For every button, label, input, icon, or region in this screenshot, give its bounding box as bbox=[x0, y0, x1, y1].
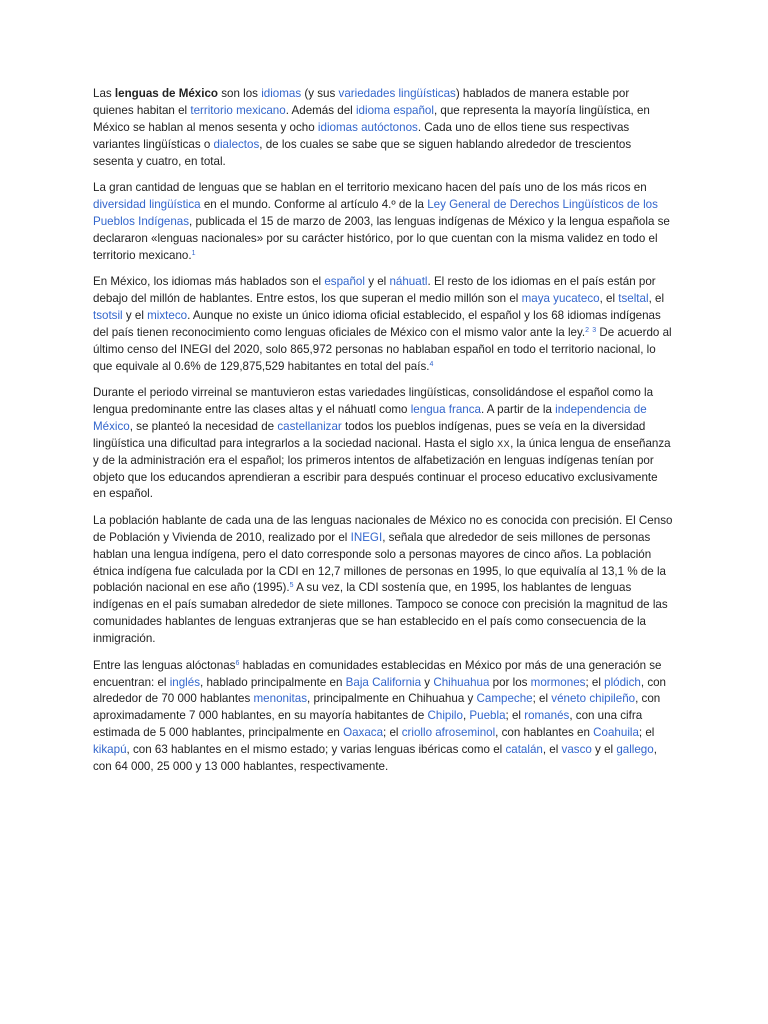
text: ; el bbox=[383, 726, 402, 740]
text: , con aproximadamente 7 000 hablantes, en su mayoría habitantes de bbox=[93, 692, 661, 723]
text: En México, los idiomas más hablados son el bbox=[93, 275, 325, 289]
text: ; el bbox=[585, 675, 605, 689]
link-menonitas[interactable]: menonitas bbox=[253, 692, 308, 706]
article-body bbox=[93, 86, 673, 785]
link-romanes[interactable]: romanés bbox=[524, 709, 570, 723]
link-tsotsil[interactable]: tsotsil bbox=[93, 308, 123, 322]
link-mormones[interactable]: mormones bbox=[530, 675, 586, 689]
link-oaxaca[interactable]: Oaxaca bbox=[343, 726, 384, 740]
text: ; el bbox=[505, 709, 525, 723]
paragraph-idiomas-hablados bbox=[93, 274, 673, 375]
link-inegi[interactable]: INEGI bbox=[350, 530, 383, 544]
link-independencia-de-mexico[interactable]: independencia de México bbox=[93, 402, 647, 433]
text: , con 64 000, 25 000 y 13 000 hablantes, respectivamente. bbox=[93, 743, 657, 774]
text: habladas en comunidades establecidas en México por más de una generación se encuentran: el bbox=[93, 658, 662, 689]
text: , hablado principalmente en bbox=[200, 675, 346, 689]
text: en el mundo. Conforme al artículo 4.º de la bbox=[200, 197, 428, 211]
link-veneto-chipileno[interactable]: véneto chipileño bbox=[551, 692, 636, 706]
footnote-ref[interactable]: 6 bbox=[235, 659, 240, 667]
text: , con hablantes en bbox=[495, 726, 594, 740]
text: Las bbox=[93, 87, 115, 100]
text: , el bbox=[542, 743, 562, 757]
text: , publicada el 15 de marzo de 2003, las lenguas indígenas de México y la lengua española se declararon «lenguas nacionales» por su carácter histórico, por lo que cuentan con la misma validez en todo el territorio mexicano. bbox=[93, 214, 670, 262]
link-diversidad-linguistica[interactable]: diversidad lingüística bbox=[93, 197, 201, 211]
footnote-ref[interactable]: 5 bbox=[289, 582, 294, 590]
link-vasco[interactable]: vasco bbox=[561, 743, 592, 757]
link-puebla[interactable]: Puebla bbox=[469, 709, 506, 723]
text: , señala que alrededor de seis millones de personas hablan una lengua indígena, pero el dato corresponde solo a personas mayores de cinco años. La población étnica indígena fue calculada por la CDI en 12,7 millones de personas en 1995, lo que equivalía al 13,1 % de la población nacional en ese año (1995). bbox=[93, 530, 666, 595]
link-gallego[interactable]: gallego bbox=[616, 743, 654, 757]
link-catalan[interactable]: catalán bbox=[505, 743, 543, 757]
text: todos los pueblos indígenas, pues se veía en la diversidad lingüística una dificultad para integrarlos a la sociedad nacional. Hasta el siglo bbox=[93, 419, 646, 450]
text: , el bbox=[648, 291, 665, 305]
link-campeche[interactable]: Campeche bbox=[476, 692, 533, 706]
text: y el bbox=[122, 308, 148, 322]
link-coahuila[interactable]: Coahuila bbox=[593, 726, 639, 740]
footnote-ref[interactable]: 4 bbox=[429, 360, 434, 368]
text: , de los cuales se sabe que se siguen hablando alrededor de trescientos sesenta y cuatro, en total. bbox=[93, 137, 632, 168]
text: La gran cantidad de lenguas que se hablan en el territorio mexicano hacen del país uno de los más ricos en bbox=[93, 181, 647, 195]
link-chihuahua[interactable]: Chihuahua bbox=[433, 675, 490, 689]
text: La población hablante de cada una de las lenguas nacionales de México no es conocida con precisión. El Censo de Población y Vivienda de 2010, realizado por el bbox=[93, 513, 673, 544]
text: , que representa la mayoría lingüística, en México se hablan al menos sesenta y ocho bbox=[93, 103, 650, 134]
text: son los bbox=[218, 87, 262, 100]
link-castellanizar[interactable]: castellanizar bbox=[277, 419, 342, 433]
link-idiomas-autoctonos[interactable]: idiomas autóctonos bbox=[317, 120, 418, 134]
paragraph-periodo-virreinal bbox=[93, 385, 673, 503]
text: , bbox=[462, 709, 470, 723]
link-baja-california[interactable]: Baja California bbox=[345, 675, 422, 689]
text: , con 63 hablantes en el mismo estado; y varias lenguas ibéricas como el bbox=[126, 743, 506, 757]
text: y el bbox=[591, 743, 617, 757]
link-territorio-mexicano[interactable]: territorio mexicano bbox=[190, 103, 286, 117]
text: . Aunque no existe un único idioma oficial establecido, el español y los 68 idiomas indígenas del país tienen reconocimiento como lenguas oficiales de México con el mismo valor ante la ley. bbox=[93, 308, 661, 339]
text: , con alrededor de 70 000 hablantes bbox=[93, 675, 667, 706]
text: . El resto de los idiomas en el país están por debajo del millón de hablantes. Entre estos, los que superan el medio millón son el bbox=[93, 275, 656, 305]
paragraph-diversidad bbox=[93, 180, 673, 265]
text: De acuerdo al último censo del INEGI del 2020, solo 865,972 personas no hablaban español en todo el territorio nacional, lo que equivale al 0.6% de 129,875,529 habitantes en total del país. bbox=[93, 325, 672, 373]
link-dialectos[interactable]: dialectos bbox=[213, 137, 260, 151]
footnote-ref[interactable]: 2 bbox=[585, 326, 590, 334]
text: . A partir de la bbox=[481, 402, 556, 416]
text: , la única lengua de enseñanza y de la administración era el español; los primeros intentos de alfabetización en lenguas indígenas tenían por objeto que los educandos aprendieran a escribir para después continuar el proceso educativo exclusivamente en español. bbox=[93, 436, 671, 501]
text: , con una cifra estimada de 5 000 hablantes, principalmente en bbox=[93, 709, 643, 740]
footnote-ref[interactable]: 3 bbox=[592, 326, 597, 334]
text: , el bbox=[599, 291, 619, 305]
link-plodich[interactable]: plódich bbox=[604, 675, 641, 689]
link-chipilo[interactable]: Chipilo bbox=[427, 709, 463, 723]
link-ingles[interactable]: inglés bbox=[169, 675, 200, 689]
century-numeral: XX bbox=[497, 438, 511, 449]
link-nahuatl[interactable]: náhuatl bbox=[389, 275, 428, 289]
paragraph-lenguas-aloctonas bbox=[93, 658, 673, 776]
link-maya-yucateco[interactable]: maya yucateco bbox=[521, 291, 600, 305]
article-subject: lenguas de México bbox=[114, 87, 219, 100]
link-kikapu[interactable]: kikapú bbox=[93, 743, 127, 757]
text: , se planteó la necesidad de bbox=[129, 419, 278, 433]
text: , principalmente en Chihuahua y bbox=[307, 692, 477, 706]
link-ley-general-derechos-linguisticos[interactable]: Ley General de Derechos Lingüísticos de los Pueblos Indígenas bbox=[93, 197, 658, 228]
link-idioma-espanol[interactable]: idioma español bbox=[355, 103, 434, 117]
text: . Además del bbox=[285, 103, 356, 117]
link-idiomas[interactable]: idiomas bbox=[261, 87, 302, 100]
link-mixteco[interactable]: mixteco bbox=[147, 308, 188, 322]
text: ) hablados de manera estable por quienes habitan el bbox=[93, 87, 630, 117]
text: y el bbox=[364, 275, 390, 289]
footnote-ref[interactable]: 1 bbox=[191, 249, 196, 257]
paragraph-poblacion-hablante bbox=[93, 513, 673, 648]
link-espanol[interactable]: español bbox=[324, 275, 365, 289]
link-variedades-linguisticas[interactable]: variedades lingüísticas bbox=[338, 87, 456, 100]
paragraph-intro bbox=[93, 86, 673, 171]
text: Durante el periodo virreinal se mantuvieron estas variedades lingüísticas, consolidándose el español como la lengua predominante entre las clases altas y el náhuatl como bbox=[93, 386, 654, 416]
link-tseltal[interactable]: tseltal bbox=[618, 291, 649, 305]
link-criollo-afroseminol[interactable]: criollo afroseminol bbox=[401, 726, 496, 740]
text: . Cada uno de ellos tiene sus respectivas variantes lingüísticas o bbox=[93, 120, 630, 151]
text: por los bbox=[489, 675, 531, 689]
text: Entre las lenguas alóctonas bbox=[93, 658, 236, 672]
text: (y sus bbox=[301, 87, 339, 100]
text: ; el bbox=[532, 692, 552, 706]
link-lengua-franca[interactable]: lengua franca bbox=[410, 402, 481, 416]
text: ; el bbox=[638, 726, 655, 740]
text: y bbox=[421, 675, 434, 689]
text: A su vez, la CDI sostenía que, en 1995, los hablantes de lenguas indígenas en el país sumaban alrededor de siete millones. Tampoco se conoce con precisión la magnitud de las comunidades hablantes de lenguas extranjeras que se han establecido en el país como consecuencia de la inmigración. bbox=[93, 581, 668, 646]
